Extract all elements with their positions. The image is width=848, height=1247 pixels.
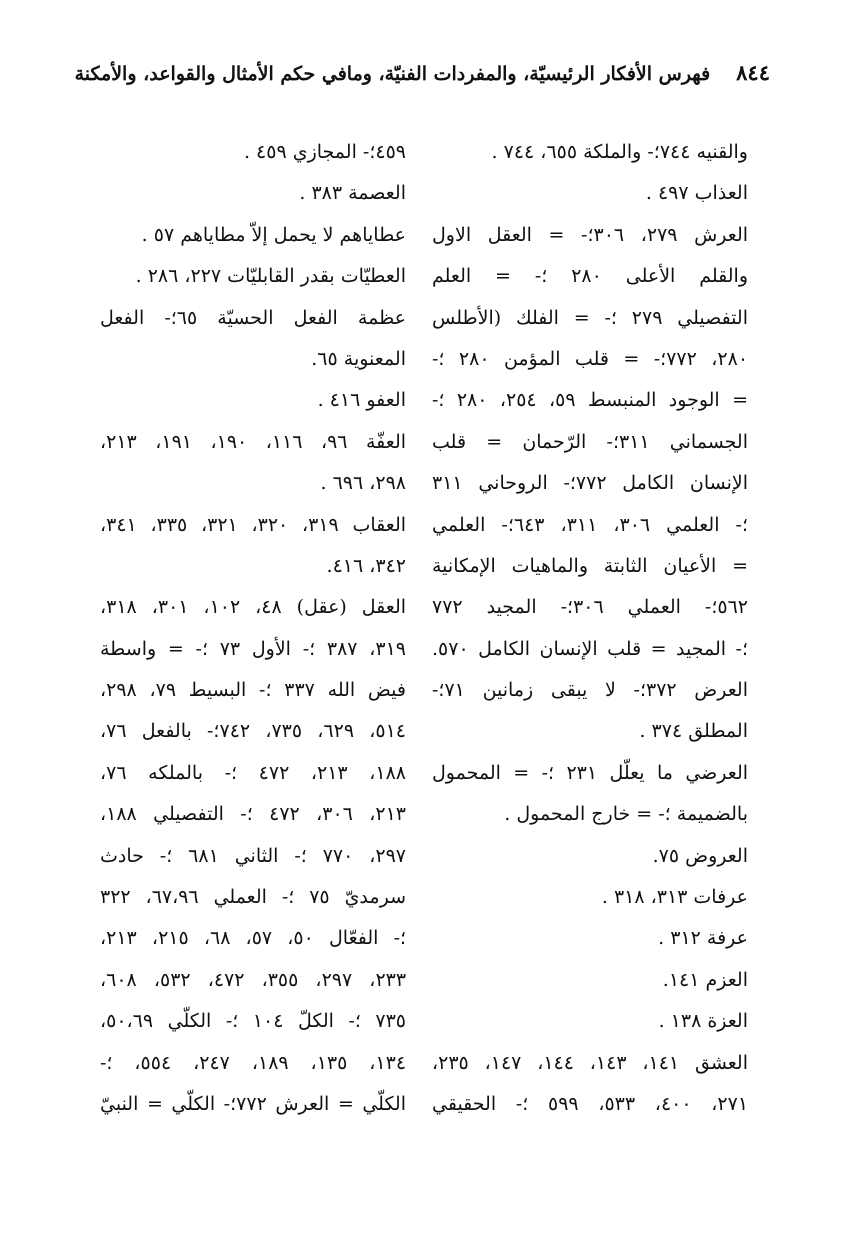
index-line: العقل (عقل) ٤٨، ١٠٢، ٣٠١، ٣١٨، bbox=[100, 596, 406, 619]
running-head bbox=[74, 60, 770, 92]
index-line: ؛- الفعّال ٥٠، ٥٧، ٦٨، ٢١٥، ٢١٣، bbox=[100, 927, 406, 950]
index-line: فيض الله ٣٣٧ ؛- البسيط ٧٩، ٢٩٨، bbox=[100, 679, 406, 702]
index-line: ٣٤٢، ٤١٦. bbox=[326, 554, 406, 577]
index-line: ٢٣٣، ٢٩٧، ٣٥٥، ٤٧٢، ٥٣٢، ٦٠٨، bbox=[100, 968, 406, 991]
index-line: عظمة الفعل الحسيّة ٦٥؛- الفعل bbox=[100, 306, 406, 329]
page-number: ٨٤٤ bbox=[736, 60, 770, 85]
index-line: والقنيه ٧٤٤؛- والملكة ٦٥٥، ٧٤٤ . bbox=[491, 141, 748, 163]
index-line: المطلق ٣٧٤ . bbox=[639, 720, 748, 743]
index-line: ١٣٤، ١٣٥، ١٨٩، ٢٤٧، ٥٥٤، ؛- bbox=[100, 1051, 406, 1074]
index-column-left bbox=[100, 132, 406, 1125]
index-line: = الوجود المنبسط ٥٩، ٢٥٤، ٢٨٠ ؛- bbox=[432, 389, 748, 412]
index-line: ٥٦٢؛- العملي ٣٠٦؛- المجيد ٧٧٢ bbox=[432, 596, 748, 619]
index-line: = الأعيان الثابتة والماهيات الإمكانية bbox=[432, 554, 748, 577]
index-line: ٢٨٠، ٧٧٢؛- = قلب المؤمن ٢٨٠ ؛- bbox=[432, 347, 748, 370]
index-line: الإنسان الكامل ٧٧٢؛- الروحاني ٣١١ bbox=[432, 472, 748, 495]
index-column-right bbox=[432, 132, 748, 1125]
index-line: ٤٥٩؛- المجازي ٤٥٩ . bbox=[243, 141, 406, 163]
index-line: الجسماني ٣١١؛- الرّحمان = قلب bbox=[432, 430, 748, 453]
index-line: سرمديّ ٧٥ ؛- العملي ٦٧،٩٦، ٣٢٢ bbox=[100, 886, 406, 909]
index-line: بالضميمة ؛- = خارج المحمول . bbox=[504, 803, 748, 826]
index-line: العزم ١٤١. bbox=[662, 968, 748, 991]
index-line: العشق ١٤١، ١٤٣، ١٤٤، ١٤٧، ٢٣٥، bbox=[432, 1051, 748, 1074]
index-line: ١٨٨، ٢١٣، ٤٧٢ ؛- بالملكه ٧٦، bbox=[100, 761, 406, 784]
index-line: العرضي ما يعلّل ٢٣١ ؛- = المحمول bbox=[432, 761, 748, 784]
index-line: العزة ١٣٨ . bbox=[658, 1010, 748, 1033]
index-line: عطاياهم لا يحمل إلاّ مطاياهم ٥٧ . bbox=[141, 223, 406, 246]
index-line: العقاب ٣١٩، ٣٢٠، ٣٢١، ٣٣٥، ٣٤١، bbox=[100, 513, 406, 536]
running-title: فهرس الأفكار الرئيسيّة، والمفردات الفنيّة، ومافي حكم الأمثال والقواعد، والأمكنة bbox=[74, 63, 711, 85]
index-line: العذاب ٤٩٧ . bbox=[645, 182, 748, 205]
index-line: العطيّات بقدر القابليّات ٢٢٧، ٢٨٦ . bbox=[135, 265, 406, 288]
index-line: ٢٧١، ٤٠٠، ٥٣٣، ٥٩٩ ؛- الحقيقي bbox=[432, 1092, 748, 1115]
index-line: العرض ٣٧٢؛- لا يبقى زمانين ٧١؛- bbox=[432, 679, 748, 702]
index-line: ٢١٣، ٣٠٦، ٤٧٢ ؛- التفصيلي ١٨٨، bbox=[100, 803, 406, 826]
index-line: ٥١٤، ٦٢٩، ٧٣٥، ٧٤٢؛- بالفعل ٧٦، bbox=[100, 720, 406, 743]
index-line: عرفات ٣١٣، ٣١٨ . bbox=[601, 886, 748, 909]
index-line: ٢٩٧، ٧٧٠ ؛- الثاني ٦٨١ ؛- حادث bbox=[100, 844, 406, 867]
index-line: والقلم الأعلى ٢٨٠ ؛- = العلم bbox=[432, 265, 748, 288]
index-line: العصمة ٣٨٣ . bbox=[299, 182, 406, 205]
index-line: الكلّي = العرش ٧٧٢؛- الكلّي = النبيّ bbox=[100, 1092, 406, 1115]
index-line: ؛- المجيد = قلب الإنسان الكامل ٥٧٠. bbox=[432, 637, 748, 660]
index-line: ٧٣٥ ؛- الكلّ ١٠٤ ؛- الكلّي ٥٠،٦٩، bbox=[100, 1010, 406, 1033]
index-line: ؛- العلمي ٣٠٦، ٣١١، ٦٤٣؛- العلمي bbox=[432, 513, 748, 536]
index-line: التفصيلي ٢٧٩ ؛- = الفلك (الأطلس bbox=[432, 306, 748, 329]
index-line: ٣١٩، ٣٨٧ ؛- الأول ٧٣ ؛- = واسطة bbox=[100, 637, 406, 660]
index-line: عرفة ٣١٢ . bbox=[658, 927, 748, 950]
index-line: العرش ٢٧٩، ٣٠٦؛- = العقل الاول bbox=[432, 223, 748, 246]
index-line: ٢٩٨، ٦٩٦ . bbox=[320, 472, 406, 495]
index-line: المعنوية ٦٥. bbox=[311, 347, 406, 370]
index-line: العفّة ٩٦، ١١٦، ١٩٠، ١٩١، ٢١٣، bbox=[100, 430, 406, 453]
index-line: العفو ٤١٦ . bbox=[317, 389, 406, 412]
index-line: العروض ٧٥. bbox=[652, 844, 748, 867]
